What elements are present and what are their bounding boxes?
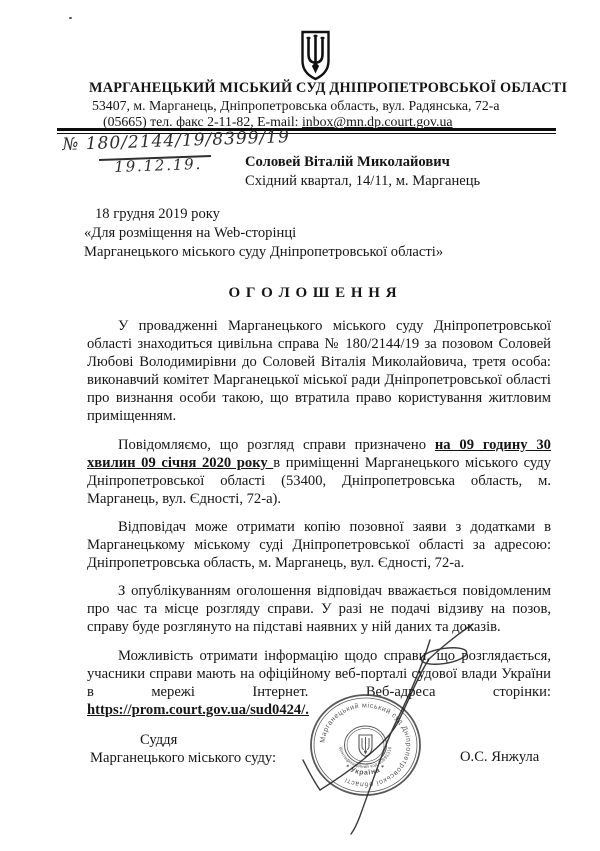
- stamp-country-text: * Україна *: [343, 763, 388, 777]
- court-contact-prefix: (05665) тел. факс 2-11-82, E-mail:: [103, 114, 302, 129]
- purpose-line-2: Марганецького міського суду Дніпропетровської області»: [84, 244, 444, 260]
- judge-name: О.С. Янжула: [460, 749, 540, 765]
- signature-role-line2: Марганецького міського суду:: [90, 750, 277, 766]
- web-url: https://prom.court.gov.ua/sud0424/.: [87, 701, 309, 718]
- paragraph-publication-effect: З опублікуванням оголошення відповідач вважається повідомленим про час та місце розгляду справи. У разі не подачі відзиву на позов, справу буде розглянуто на підставі наявних у ній даних та доказів.: [87, 583, 551, 636]
- web-text-pre: Можливість отримати інформацію щодо справи, що розглядається, учасники справи мають на офіційному веб-порталі судової влади України в мережі Інтернет. Веб-адреса сторінки:: [87, 647, 551, 700]
- hearing-text-post: в приміщенні Марганецького міського суду Дніпропетровської області (53400, Дніпропетровська область, м. Марганець, вул. Єдності, 72-а).: [87, 454, 552, 507]
- court-stamp: [307, 692, 424, 798]
- stamp-trident-icon: [359, 735, 372, 757]
- ukraine-trident-emblem-icon: [299, 30, 332, 82]
- paragraph-claim-copy: Відповідач може отримати копію позовної заяви з додатками в Марганецькому міському суді Дніпропетровської області за адресою: Дніпропетровська область, м. Марганець, вул. Єдності, 72-а.: [87, 518, 551, 572]
- stamp-code-text: ідентифікаційний код 02891316: [338, 746, 393, 770]
- court-address: 53407, м. Марганець, Дніпропетровська область, вул. Радянська, 72-а: [92, 98, 500, 113]
- document-body: [87, 317, 551, 729]
- paragraph-hearing: [87, 436, 551, 508]
- hearing-datetime: на 09 годину 30 хвилин 09 січня 2020 року: [87, 436, 551, 471]
- court-name: МАРГАНЕЦЬКИЙ МІСЬКИЙ СУД ДНІПРОПЕТРОВСЬКОЇ ОБЛАСТІ: [89, 80, 568, 96]
- document-title: О Г О Л О Ш Е Н Н Я: [228, 285, 398, 301]
- recipient-name: Соловей Віталій Миколайович: [245, 154, 450, 170]
- document-date: 18 грудня 2019 року: [95, 206, 220, 222]
- handwritten-date: 19.12.19.: [114, 154, 203, 176]
- stamp-ring-text: Марганецький міський суд Дніпропетровської області: [319, 702, 412, 788]
- paragraph-case-info: У провадженні Марганецького міського суду Дніпропетровської області знаходиться цивільна справа № 180/2144/19 за позовом Соловей Любові Володимирівни до Соловей Віталія Миколайовича, третя особа: виконавчий комітет Марганецької міської ради Дніпропетровської області про визнання особи такою, що втратила право користування житловим приміщенням.: [87, 318, 551, 425]
- court-email: inbox@mn.dp.court.gov.ua: [301, 114, 453, 129]
- handwritten-case-number: № 180/2144/19/8399/19: [62, 127, 291, 155]
- signature-role-line1: Суддя: [140, 732, 178, 748]
- scan-artifact-dot: [69, 17, 72, 19]
- purpose-line-1: «Для розміщення на Web-сторінці: [84, 225, 297, 241]
- recipient-address: Східний квартал, 14/11, м. Марганець: [245, 173, 481, 189]
- hearing-text-pre: Повідомляємо, що розгляд справи призначено: [118, 436, 435, 453]
